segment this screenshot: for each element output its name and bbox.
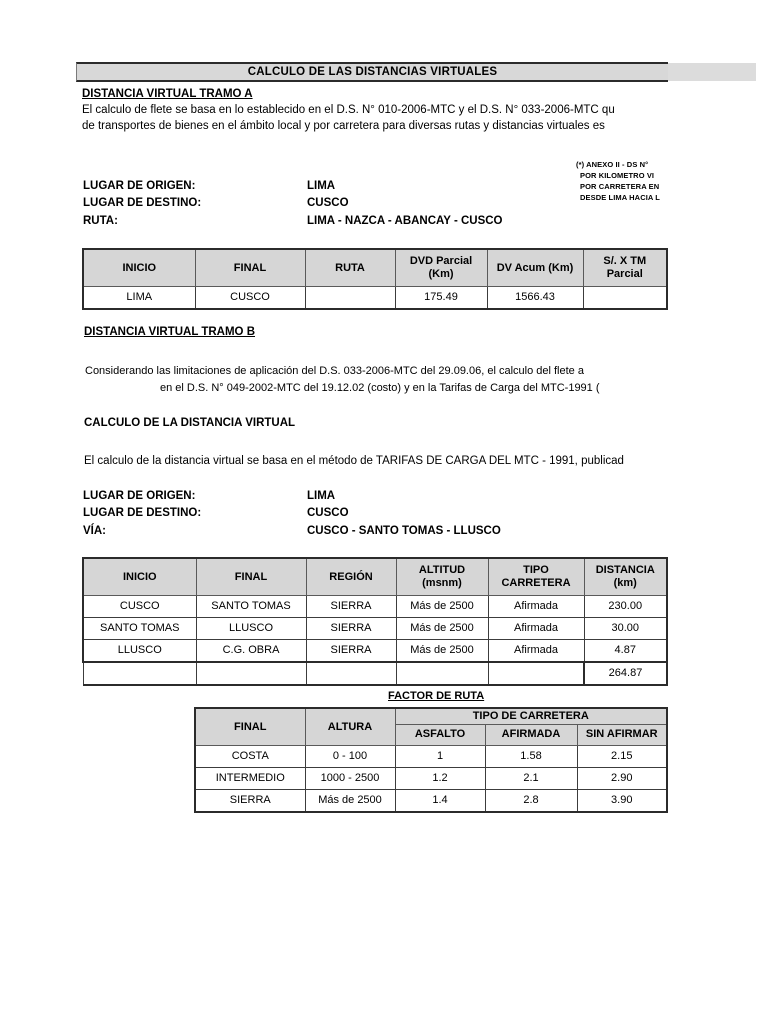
tramo-a-header-soles-tm [583, 249, 667, 287]
section-a-field-label-origen: LUGAR DE ORIGEN: [83, 180, 196, 192]
factor-ruta-cell-final-2: INTERMEDIO [195, 767, 305, 789]
factor-ruta-header-tipo-carretera: TIPO DE CARRETERA [395, 708, 667, 724]
table-row [83, 618, 667, 640]
factor-ruta-cell-altura-3: Más de 2500 [305, 789, 395, 812]
tramo-b-cell-region-1: SIERRA [306, 596, 396, 618]
factor-ruta-cell-final-3: SIERRA [195, 789, 305, 812]
factor-ruta-cell-sin-afirmar-2: 2.90 [577, 767, 667, 789]
section-b-subheading: CALCULO DE LA DISTANCIA VIRTUAL [84, 417, 296, 429]
factor-ruta-cell-altura-1: 0 - 100 [305, 745, 395, 767]
tramo-a-header-final: FINAL [195, 249, 305, 287]
tramo-b-header-distancia-line1: DISTANCIA [595, 564, 655, 577]
page-title: CALCULO DE LAS DISTANCIAS VIRTUALES [247, 66, 498, 78]
tramo-b-cell-tipo-2: Afirmada [488, 618, 584, 640]
tramo-b-total-spacer-4 [396, 662, 488, 685]
tramo-b-header-altitud [396, 558, 488, 596]
table-row [83, 287, 667, 310]
section-a-field-label-destino: LUGAR DE DESTINO: [83, 197, 202, 209]
tramo-b-header-tipo-carretera [488, 558, 584, 596]
tramo-a-header-row [83, 249, 667, 287]
section-a-field-value-ruta: LIMA - NAZCA - ABANCAY - CUSCO [307, 215, 503, 227]
tramo-a-cell-dvd-parcial: 175.49 [395, 287, 487, 310]
tramo-b-header-tipo-carretera-line1: TIPO [523, 564, 549, 577]
tramo-b-cell-region-2: SIERRA [306, 618, 396, 640]
section-a-paragraph-line-2: de transportes de bienes en el ámbito local y por carretera para diversas rutas y distancias virtuales es [82, 120, 605, 132]
factor-ruta-header-sin-afirmar: SIN AFIRMAR [577, 724, 667, 745]
factor-ruta-cell-sin-afirmar-3: 3.90 [577, 789, 667, 812]
section-a-heading: DISTANCIA VIRTUAL TRAMO A [82, 88, 253, 100]
tramo-b-cell-inicio-2: SANTO TOMAS [83, 618, 196, 640]
factor-ruta-cell-afirmada-2: 2.1 [485, 767, 577, 789]
table-row [195, 745, 667, 767]
factor-ruta-cell-asfalto-3: 1.4 [395, 789, 485, 812]
tramo-b-cell-final-3: C.G. OBRA [196, 640, 306, 663]
tramo-b-header-inicio: INICIO [83, 558, 196, 596]
tramo-b-header-final: FINAL [196, 558, 306, 596]
anexo-note-line-1: (*) ANEXO II - DS N° [576, 160, 649, 169]
tramo-b-total-distancia: 264.87 [584, 662, 667, 685]
tramo-b-cell-distancia-3: 4.87 [584, 640, 667, 663]
section-b-field-label-destino: LUGAR DE DESTINO: [83, 507, 202, 519]
factor-ruta-cell-altura-2: 1000 - 2500 [305, 767, 395, 789]
factor-ruta-cell-afirmada-3: 2.8 [485, 789, 577, 812]
tramo-a-cell-inicio: LIMA [83, 287, 195, 310]
section-a-paragraph-line-1: El calculo de flete se basa en lo establecido en el D.S. N° 010-2006-MTC y el D.S. N° 033-2006-MTC qu [82, 104, 615, 116]
factor-ruta-cell-sin-afirmar-1: 2.15 [577, 745, 667, 767]
tramo-b-cell-region-3: SIERRA [306, 640, 396, 663]
table-row [195, 767, 667, 789]
tramo-a-table [82, 248, 668, 310]
tramo-b-cell-inicio-1: CUSCO [83, 596, 196, 618]
factor-ruta-cell-afirmada-1: 1.58 [485, 745, 577, 767]
tramo-b-header-distancia-line2: (km) [613, 577, 637, 589]
section-b-heading: DISTANCIA VIRTUAL TRAMO B [84, 326, 256, 338]
section-b-paragraph-line-3: El calculo de la distancia virtual se basa en el método de TARIFAS DE CARGA DEL MTC - 1991, publicad [84, 455, 624, 467]
tramo-b-cell-tipo-3: Afirmada [488, 640, 584, 663]
tramo-a-header-dv-acum: DV Acum (Km) [487, 249, 583, 287]
document-title-banner [76, 62, 668, 82]
tramo-b-total-spacer-2 [196, 662, 306, 685]
tramo-a-cell-ruta [305, 287, 395, 310]
tramo-b-cell-tipo-1: Afirmada [488, 596, 584, 618]
section-b-field-value-via: CUSCO - SANTO TOMAS - LLUSCO [307, 525, 501, 537]
tramo-b-cell-altitud-1: Más de 2500 [396, 596, 488, 618]
factor-ruta-cell-asfalto-1: 1 [395, 745, 485, 767]
anexo-note-line-4: DESDE LIMA HACIA L [580, 193, 660, 202]
factor-ruta-header-row-1 [195, 708, 667, 724]
table-row [83, 640, 667, 663]
section-b-field-value-destino: CUSCO [307, 507, 349, 519]
anexo-note-line-2: POR KILOMETRO VI [580, 171, 655, 180]
tramo-b-header-altitud-line1: ALTITUD [418, 564, 466, 577]
tramo-b-total-row [83, 662, 667, 685]
factor-ruta-header-asfalto: ASFALTO [395, 724, 485, 745]
tramo-a-header-soles-tm-line2: Parcial [606, 268, 643, 280]
tramo-b-cell-final-1: SANTO TOMAS [196, 596, 306, 618]
tramo-a-header-dvd-parcial [395, 249, 487, 287]
section-a-field-value-origen: LIMA [307, 180, 336, 192]
section-b-field-value-origen: LIMA [307, 490, 336, 502]
tramo-b-header-tipo-carretera-line2: CARRETERA [501, 577, 571, 589]
anexo-note-line-3: POR CARRETERA EN [580, 182, 660, 191]
section-b-paragraph-line-2: en el D.S. N° 049-2002-MTC del 19.12.02 (costo) y en la Tarifas de Carga del MTC-1991 ( [160, 382, 600, 394]
section-a-field-value-destino: CUSCO [307, 197, 349, 209]
section-b-field-label-origen: LUGAR DE ORIGEN: [83, 490, 196, 502]
tramo-b-header-row [83, 558, 667, 596]
tramo-a-cell-dv-acum: 1566.43 [487, 287, 583, 310]
tramo-b-header-region: REGIÓN [306, 558, 396, 596]
factor-ruta-cell-asfalto-2: 1.2 [395, 767, 485, 789]
tramo-b-cell-inicio-3: LLUSCO [83, 640, 196, 663]
tramo-a-cell-soles-tm [583, 287, 667, 310]
tramo-b-total-spacer-3 [306, 662, 396, 685]
factor-ruta-header-final: FINAL [195, 708, 305, 745]
tramo-a-cell-final: CUSCO [195, 287, 305, 310]
tramo-a-header-ruta: RUTA [305, 249, 395, 287]
tramo-b-cell-distancia-2: 30.00 [584, 618, 667, 640]
tramo-a-header-soles-tm-line1: S/. X TM [603, 255, 647, 268]
tramo-b-header-distancia [584, 558, 667, 596]
section-b-paragraph-line-1: Considerando las limitaciones de aplicación del D.S. 033-2006-MTC del 29.09.06, el calculo del flete a [85, 365, 584, 377]
factor-ruta-title: FACTOR DE RUTA [388, 690, 485, 702]
section-b-field-label-via: VÍA: [83, 525, 106, 537]
tramo-b-header-altitud-line2: (msnm) [422, 577, 462, 589]
factor-ruta-header-altura: ALTURA [305, 708, 395, 745]
tramo-b-cell-altitud-2: Más de 2500 [396, 618, 488, 640]
factor-ruta-cell-final-1: COSTA [195, 745, 305, 767]
tramo-b-total-spacer-1 [83, 662, 196, 685]
tramo-b-table [82, 557, 668, 686]
table-row [195, 789, 667, 812]
table-row [83, 596, 667, 618]
tramo-b-cell-distancia-1: 230.00 [584, 596, 667, 618]
tramo-b-cell-altitud-3: Más de 2500 [396, 640, 488, 663]
tramo-a-header-inicio: INICIO [83, 249, 195, 287]
tramo-a-header-dvd-parcial-line2: (Km) [428, 268, 454, 280]
factor-ruta-table [194, 707, 668, 813]
tramo-b-cell-final-2: LLUSCO [196, 618, 306, 640]
tramo-a-header-dvd-parcial-line1: DVD Parcial [409, 255, 473, 268]
tramo-b-total-spacer-5 [488, 662, 584, 685]
factor-ruta-header-afirmada: AFIRMADA [485, 724, 577, 745]
section-a-field-label-ruta: RUTA: [83, 215, 118, 227]
